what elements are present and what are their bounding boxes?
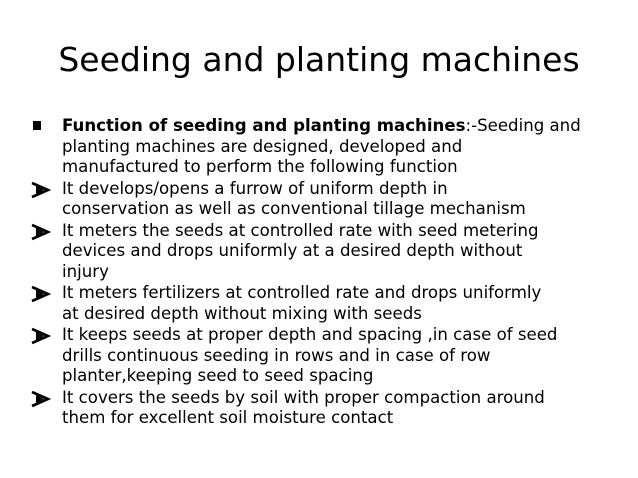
arrow-bullet-icon [30, 325, 54, 345]
point-4-line-3: planter,keeping seed to seed spacing [62, 366, 374, 385]
point-3-line-2: at desired depth without mixing with seeds [62, 303, 422, 323]
arrow-bullet-icon-svg [30, 390, 52, 408]
point-2-line-2: devices and drops uniformly at a desired depth without [62, 241, 523, 260]
arrow-bullet-icon [30, 388, 54, 408]
arrow-bullet-icon [30, 179, 54, 199]
intro-line-2: planting machines are designed, developed and [62, 136, 463, 156]
arrow-bullet-icon-svg [30, 285, 52, 303]
point-4-line-2: drills continuous seeding in rows and in case of row [62, 345, 491, 365]
arrow-bullet-icon [30, 221, 54, 241]
point-5-line-1: It covers the seeds by soil with proper compaction around [62, 387, 545, 407]
arrow-bullet-icon-svg [30, 181, 52, 199]
arrow-bullet-icon-svg [30, 223, 52, 241]
intro-line-1-rest: :-Seeding and [465, 116, 581, 135]
bullet-list [30, 116, 630, 430]
point-1-line-1: It develops/opens a furrow of uniform depth in [62, 178, 448, 198]
point-5-line-2: them for excellent soil moisture contact [62, 408, 394, 427]
point-3-line-1: It meters fertilizers at controlled rate and drops uniformly [62, 283, 542, 302]
arrow-bullet-icon-svg [30, 327, 52, 345]
point-2-line-3: injury [62, 261, 109, 281]
intro-bullet [30, 116, 630, 178]
point-1-line-2: conservation as well as conventional tillage mechanism [62, 199, 526, 218]
point-bullet-5 [30, 388, 630, 429]
point-bullet-1 [30, 179, 630, 220]
point-2-line-1: It meters the seeds at controlled rate with seed metering [62, 220, 539, 240]
slide-title: Seeding and planting machines [58, 40, 580, 79]
square-bullet-icon [30, 116, 54, 136]
point-bullet-2 [30, 221, 630, 283]
point-4-line-1: It keeps seeds at proper depth and spacing ,in case of seed [62, 325, 558, 344]
square-bullet-shape [33, 121, 41, 130]
intro-line-1 [62, 116, 630, 137]
intro-line-3: manufactured to perform the following function [62, 157, 458, 176]
point-bullet-4 [30, 325, 630, 387]
arrow-bullet-icon [30, 283, 54, 303]
intro-bold-lead: Function of seeding and planting machines [62, 116, 466, 135]
point-bullet-3 [30, 283, 630, 324]
